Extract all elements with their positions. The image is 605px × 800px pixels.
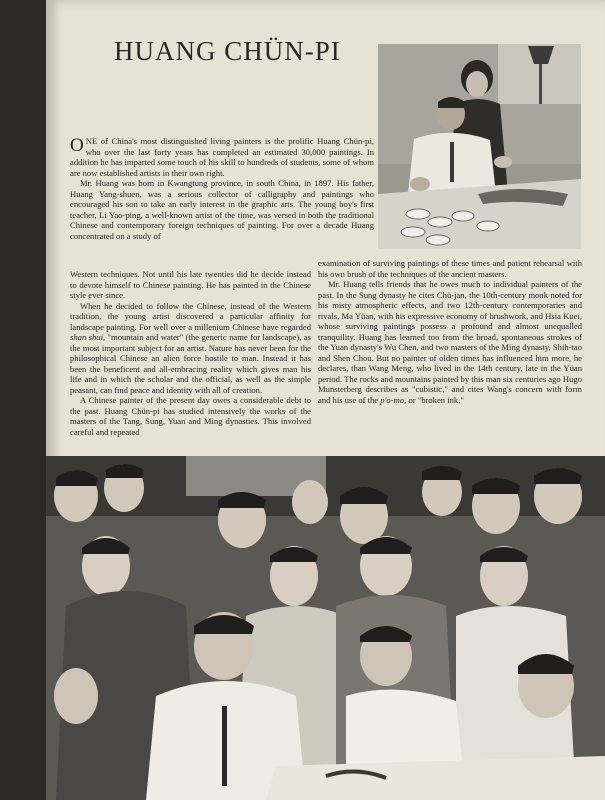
paragraph-biography: Mr. Huang was born in Kwangtung province, in south China, in 1897. His father, Huang Yang-shuen, was a serious collector of calligraphy and paintings who encouraged his son to take an early interest in the graphic arts. The young boy's first teacher, Li Yao-ping, a well-known artist of the time, was versed in both the traditional Chinese and contemporary foreign techniques of painting. For over a decade Huang concentrated on a study of <box>70 178 374 241</box>
paragraph-intro <box>70 136 374 178</box>
term-po-mo: p'o-mo <box>380 394 405 405</box>
paragraph-debt: A Chinese painter of the present day owes a considerable debt to the past. Huang Chün-pi has studied intensively the works of the masters of the Tang, Sung, Yuan and Ming dynasties. This involved careful and repeated <box>70 395 311 437</box>
drop-cap: O <box>70 135 84 156</box>
landscape-text-b: , "mountain and water" (the generic name for landscape), as the most important subject for an artist. Nature has never been for the philosophical Chinese an alien force hostile to man. Instead it has been the beneficent and all-embracing reality which gives man his life and in which the scholar and the official, as well as the simple peasant, can find peace and identity with all of creation. <box>70 332 311 395</box>
paragraph-western: Western techniques. Not until his late twenties did he decide instead to devote himself to Chinese painting. He has painted in the Chinese style ever since. <box>70 269 311 300</box>
landscape-text-a: When he decided to follow the Chinese, instead of the Western tradition, the young artist discovered a particular affinity for landscape painting. For well over a millenium Chinese have regarded <box>70 300 311 332</box>
influences-text-a: Mr. Huang tells friends that he owes much to individual painters of the past. In the Sung dynasty he cites Chü-jan, the 10th-century monk noted for his misty atmospheric effects, and two 12th-century contemporaries and rivals, Ma Yüan, with his expressive economy of brushwork, and Hsia Kuei, whose surviving paintings possess a profound and almost unequalled tranquility. Huang has learned too from the broad, spontaneous strokes of the Yuan dynasty's Wu Chen, and two masters of the Ming dynasty, Shih-tao and Shen Chou. But no painter of olden times has influenced him more, he declares, than Wang Meng, who lived in the 14th century, late in the Yüan period. The rocks and mountains painted by this man six centuries ago Hugo Munsterberg describes as "cubistic," and cites Wang's concern with form and his use of the <box>318 279 582 405</box>
left-column <box>70 269 311 437</box>
intro-text-body: NE of China's most distinguished living painters is the prolific Huang Chün-pi, who over the last forty years has completed an estimated 30,000 paintings. In addition he has imparted some touch of his skill to hundreds of students, some of whom are now established artists in their own right. <box>70 136 374 178</box>
influences-text-b: , or "broken ink," <box>404 394 464 405</box>
paragraph-examination: examination of surviving paintings of these times and patient rehearsal with his own brush of the techniques of the ancient masters. <box>318 258 582 279</box>
portrait-photo <box>378 44 581 249</box>
article-title: HUANG CHÜN-PI <box>114 36 341 66</box>
magazine-page <box>46 0 605 800</box>
intro-text <box>70 136 374 241</box>
term-shan-shui: shan shui <box>70 332 103 342</box>
paragraph-landscape <box>70 301 311 396</box>
right-column <box>318 258 582 405</box>
students-photo <box>46 456 605 800</box>
paragraph-influences <box>318 279 582 405</box>
